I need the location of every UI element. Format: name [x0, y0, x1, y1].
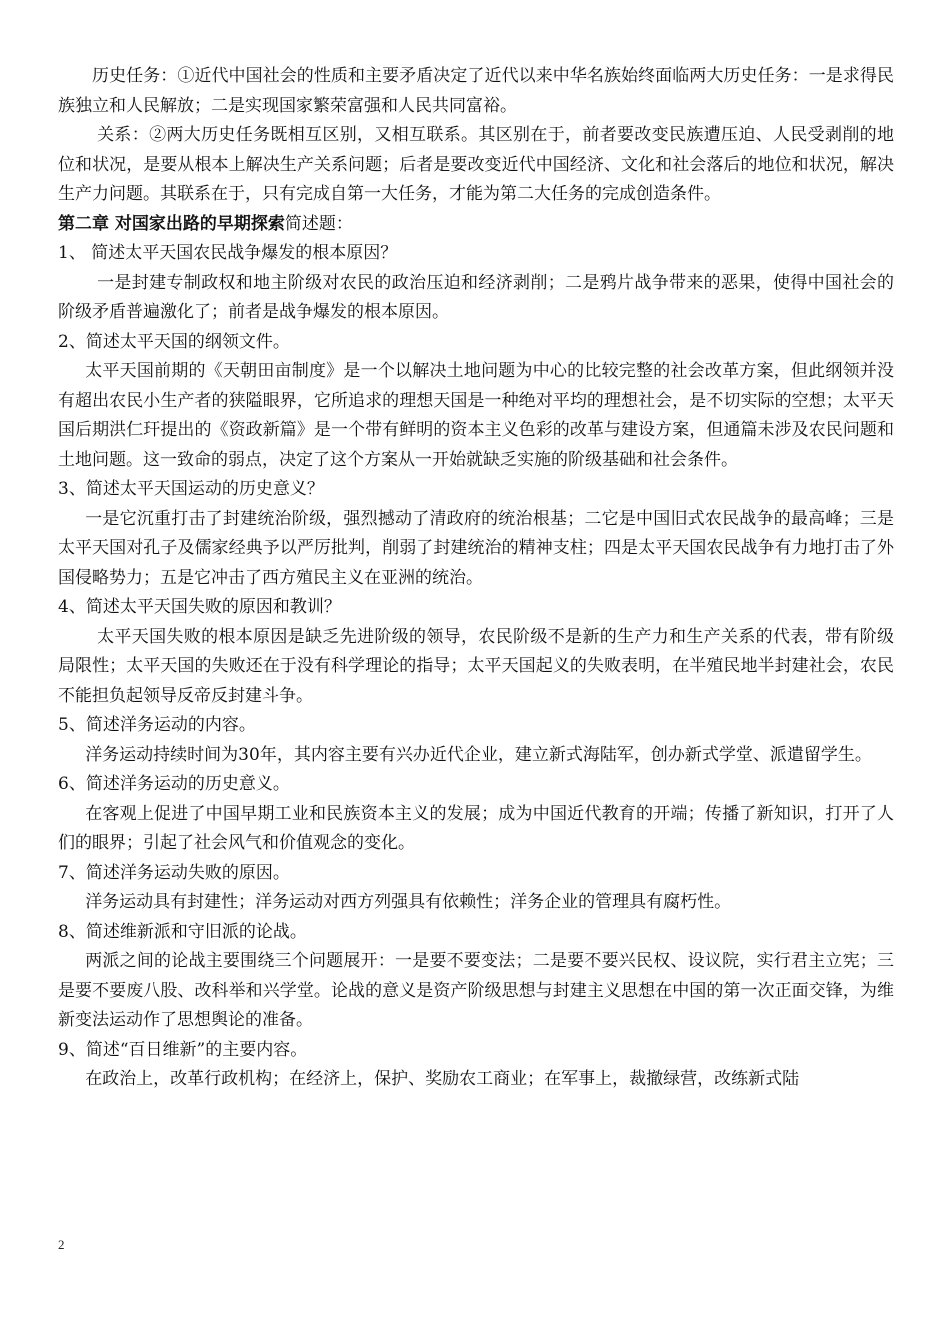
- page-number: 2: [58, 1237, 65, 1252]
- answer-1: 一是封建专制政权和地主阶级对农民的政治压迫和经济剥削；二是鸦片战争带来的恶果，使得中国社会的阶级矛盾普遍激化了；前者是战争爆发的根本原因。: [58, 272, 894, 322]
- answer-8: 两派之间的论战主要围绕三个问题展开：一是要不要变法；二是要不要兴民权、设议院，实行君主立宪；三是要不要废八股、改科举和兴学堂。论战的意义是资产阶级思想与封建主义思想在中国的第一次正面交锋，为维新变法运动作了思想舆论的准备。: [58, 951, 894, 1030]
- chapter-heading: [58, 210, 894, 240]
- question-5: 5、简述洋务运动的内容。: [58, 715, 256, 735]
- answer-9: 在政治上，改革行政机构；在经济上，保护、奖励农工商业；在军事上，裁撤绿营，改练新式陆: [85, 1069, 800, 1089]
- question-2: 2、简述太平天国的纲领文件。: [58, 331, 290, 352]
- answer-4: 太平天国失败的根本原因是缺乏先进阶级的领导，农民阶级不是新的生产力和生产关系的代表，带有阶级局限性；太平天国的失败还在于没有科学理论的指导；太平天国起义的失败表明，在半殖民地半封建社会，农民不能担负起领导反帝反封建斗争。: [58, 626, 894, 706]
- question-1: 1、 简述太平天国农民战争爆发的根本原因？: [58, 243, 398, 263]
- question-3: 3、简述太平天国运动的历史意义？: [58, 479, 324, 499]
- answer-5: 洋务运动持续时间为30年，其内容主要有兴办近代企业，建立新式海陆军，创办新式学堂、派遣留学生。: [85, 744, 872, 765]
- answer-2: 太平天国前期的《天朝田亩制度》是一个以解决土地问题为中心的比较完整的社会改革方案，但此纲领并没有超出农民小生产者的狭隘眼界，它所追求的理想天国是一种绝对平均的理想社会，是不切实际的空想；太平天国后期洪仁玕提出的《资政新篇》是一个带有鲜明的资本主义色彩的改革与建设方案，但通篇未涉及农民问题和土地问题。这一致命的弱点，决定了这个方案从一开始就缺乏实施的阶级基础和社会条件。: [58, 361, 894, 470]
- question-7: 7、简述洋务运动失败的原因。: [58, 862, 290, 883]
- question-8: 8、简述维新派和守旧派的论战。: [58, 921, 307, 942]
- question-9: 9、简述“百日维新”的主要内容。: [58, 1039, 308, 1060]
- page-content: [58, 62, 894, 1095]
- chapter-subtitle: 简述题：: [284, 213, 353, 234]
- intro-tasks-paragraph: 历史任务：①近代中国社会的性质和主要矛盾决定了近代以来中华名族始终面临两大历史任务：一是求得民族独立和人民解放；二是实现国家繁荣富强和人民共同富裕。: [58, 66, 894, 116]
- question-4: 4、简述太平天国失败的原因和教训？: [58, 597, 341, 617]
- chapter-title: 第二章 对国家出路的早期探索: [58, 213, 285, 234]
- intro-relation-paragraph: 关系：②两大历史任务既相互区别，又相互联系。其区别在于，前者要改变民族遭压迫、人民受剥削的地位和状况，是要从根本上解决生产关系问题；后者是要改变近代中国经济、文化和社会落后的地位和状况，解决生产力问题。其联系在于，只有完成自第一大任务，才能为第二大任务的完成创造条件。: [58, 125, 894, 204]
- answer-3: 一是它沉重打击了封建统治阶级，强烈撼动了清政府的统治根基；二它是中国旧式农民战争的最高峰；三是太平天国对孔子及儒家经典予以严厉批判，削弱了封建统治的精神支柱；四是太平天国农民战争有力地打击了外国侵略势力；五是它冲击了西方殖民主义在亚洲的统治。: [58, 508, 894, 588]
- answer-7: 洋务运动具有封建性；洋务运动对西方列强具有依赖性；洋务企业的管理具有腐朽性。: [85, 892, 732, 912]
- answer-6: 在客观上促进了中国早期工业和民族资本主义的发展；成为中国近代教育的开端；传播了新知识，打开了人们的眼界；引起了社会风气和价值观念的变化。: [58, 803, 894, 853]
- question-6: 6、简述洋务运动的历史意义。: [58, 774, 290, 794]
